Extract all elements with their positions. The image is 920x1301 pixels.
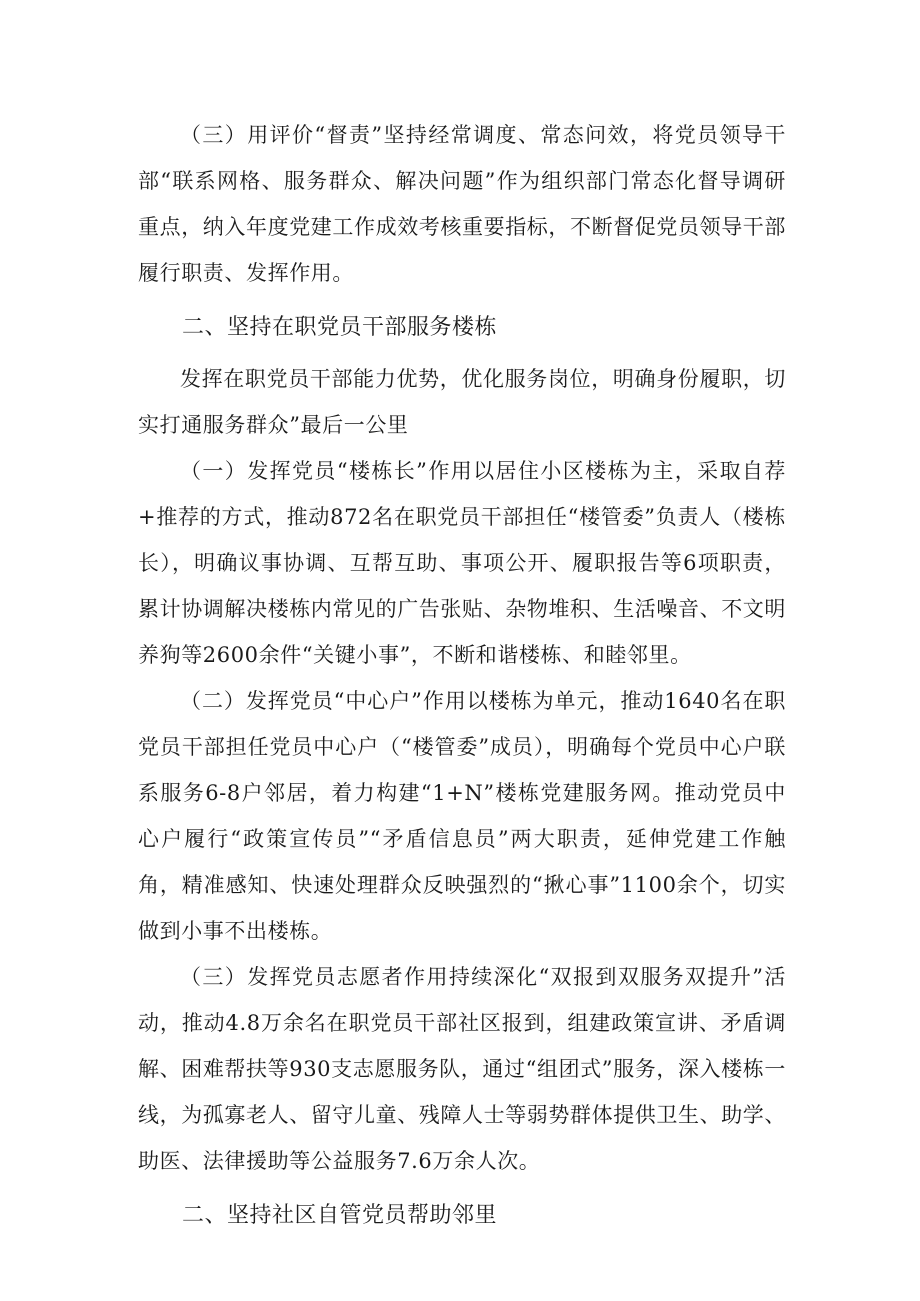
paragraph-center-household: （二）发挥党员“中心户”作用以楼栋为单元，推动1640名在职党员干部担任党员中心户（“楼管委”成员），明确每个党员中心户联系服务6-8户邻居，着力构建“1+N”楼栋党建服务网。推动党员中心户履行“政策宣传员”“矛盾信息员”两大职责，延伸党建工作触角，精准感知、快速处理群众反映强烈的“揪心事”1100余个，切实做到小事不出楼栋。 (138, 689, 786, 943)
document-body (138, 112, 786, 1244)
paragraph-building-leader: （一）发挥党员“楼栋长”作用以居住小区楼栋为主，采取自荐+推荐的方式，推动872名在职党员干部担任“楼管委”负责人（楼栋长），明确议事协调、互帮互助、事项公开、履职报告等6项职责，累计协调解决楼栋内常见的广告张贴、杂物堆积、生活噪音、不文明养狗等2600余件“关键小事”，不断和谐楼栋、和睦邻里。 (138, 459, 786, 667)
section-heading-community-members: 二、坚持社区自管党员帮助邻里 (182, 1203, 498, 1228)
section-heading-building-service: 二、坚持在职党员干部服务楼栋 (182, 315, 498, 340)
paragraph-volunteer: （三）发挥党员志愿者作用持续深化“双报到双服务双提升”活动，推动4.8万余名在职党员干部社区报到，组建政策宣讲、矛盾调解、困难帮扶等930支志愿服务队，通过“组团式”服务，深入楼栋一线，为孤寡老人、留守儿童、残障人士等弱势群体提供卫生、助学、助医、法律援助等公益服务7.6万余人次。 (138, 965, 786, 1173)
paragraph-supervision: （三）用评价“督责”坚持经常调度、常态问效，将党员领导干部“联系网格、服务群众、解决问题”作为组织部门常态化督导调研重点，纳入年度党建工作成效考核重要指标，不断督促党员领导干部履行职责、发挥作用。 (138, 123, 786, 285)
paragraph-intro: 发挥在职党员干部能力优势，优化服务岗位，明确身份履职，切实打通服务群众”最后一公里 (138, 367, 786, 437)
